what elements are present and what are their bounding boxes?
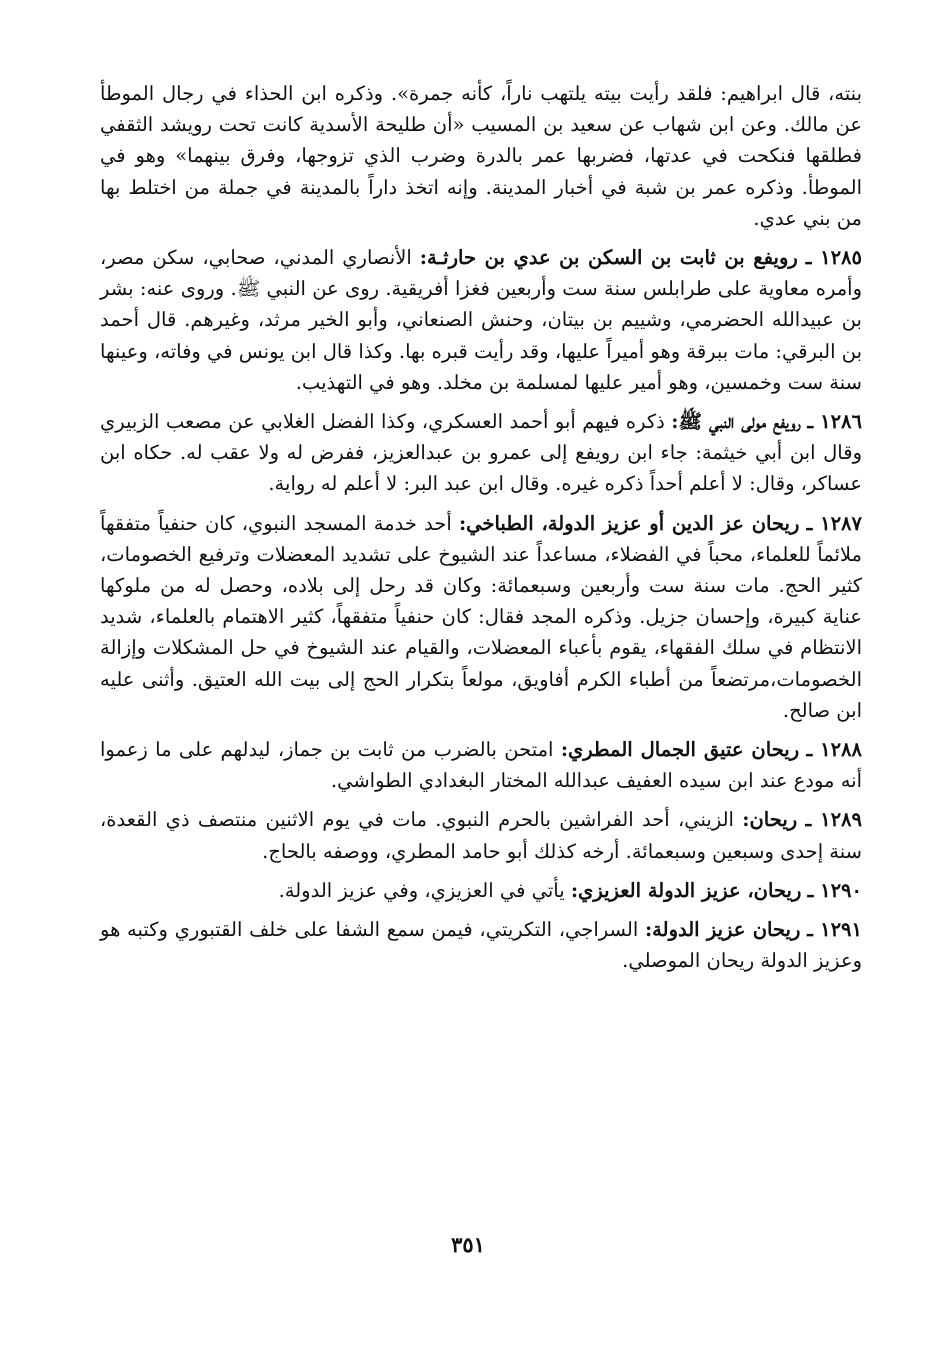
- entry-number: ١٢٨٩ ـ: [805, 808, 862, 832]
- entry-1288: [100, 734, 862, 796]
- entry-number: ١٢٨٥ ـ: [805, 246, 863, 270]
- intro-paragraph: [100, 78, 862, 234]
- entry-heading: ريحان عتيق الجمال المطري:: [560, 738, 800, 762]
- entry-text: الزيني، أحد الفراشين بالحرم النبوي. مات في يوم الاثنين منتصف ذي القعدة، سنة إحدى وسبعين وسبعمائة. أرخه كذلك أبو حامد المطري، ووصفه بالحاج.: [100, 808, 862, 863]
- entry-heading: ريحان عز الدين أو عزيز الدولة، الطباخي:: [458, 511, 800, 535]
- entry-text: أحد خدمة المسجد النبوي، كان حنفياً متفقهاً ملائماً للعلماء، محباً في الفضلاء، مساعداً عند الشيوخ على تشديد المعضلات وترفيع الخصومات، كثير الحج. مات سنة ست وأربعين وسبعمائة: وكان قد رحل إلى بلاده، وحصل له من ملوكها عناية كبيرة، وإحسان جزيل. وذكره المجد فقال: كان حنفياً متفقهاً، كثير الاهتمام بالعلماء، شديد الانتظام في سلك الفقهاء، يقوم بأعباء المعضلات، والقيام عند الشيوخ في حل المشكلات وإزالة الخصومات،مرتضعاً من أطباء الكرم أفاويق، مولعاً بتكرار الحج إلى بيت الله العتيق. وأثنى عليه ابن صالح.: [100, 511, 862, 722]
- entry-text: امتحن بالضرب من ثابت بن جماز، ليدلهم على ما زعموا أنه مودع عند ابن سيده العفيف عبدالله المختار البغدادي الطواشي.: [100, 738, 862, 793]
- entry-heading: رويفع بن ثابت بن السكن بن عدي بن حارثـة:: [419, 246, 798, 270]
- entry-number: ١٢٨٨ ـ: [806, 738, 863, 762]
- entry-text: الأنصاري المدني، صحابي، سكن مصر، وأمره معاوية على طرابلس سنة ست وأربعين فغزا أفريقية. روى عن النبي ﷺ. وروى عنه: بشر بن عبيدالله الحضرمي، وشييم بن بيتان، وحنش الصنعاني، وأبو الخير مرثد، وغيرهم. قال أحمد بن البرقي: مات ببرقة وهو أميراً عليها، وقد رأيت قبره بها. وكذا قال ابن يونس في وفاته، وعينها سنة ست وخمسين، وهو أمير عليها لمسلمة بن مخلد. وهو في التهذيب.: [100, 246, 862, 394]
- entry-number: ١٢٨٦ ـ: [807, 410, 862, 434]
- entry-1291: [100, 914, 862, 976]
- entry-heading: رويفع مولى النبي ﷺ:: [671, 410, 801, 434]
- entry-number: ١٢٩١ ـ: [807, 918, 862, 942]
- entry-text: السراجي، التكريتي، فيمن سمع الشفا على خلف القتبوري وكتبه هو وعزيز الدولة ريحان الموصلي.: [100, 918, 862, 973]
- entry-number: ١٢٨٧ ـ: [806, 511, 862, 535]
- entry-number: ١٢٩٠ ـ: [807, 878, 862, 902]
- page-body: [100, 78, 862, 984]
- entry-text: ذكره فيهم أبو أحمد العسكري، وكذا الفضل الغلابي عن مصعب الزبيري وقال ابن أبي خيثمة: جاء ابن رويفع إلى عمرو بن عبدالعزيز، ففرض له ولا عقب له. حكاه ابن عساكر، وقال: لا أعلم أحداً ذكره غيره. وقال ابن عبد البر: لا أعلم له رواية.: [100, 410, 862, 496]
- page-number: ٣٥١: [451, 1232, 485, 1257]
- entry-1285: [100, 242, 862, 398]
- entry-heading: ريحان، عزيز الدولة العزيزي:: [570, 878, 802, 902]
- entry-1289: [100, 804, 862, 866]
- entry-heading: ريحان:: [742, 808, 798, 832]
- entry-1290: [100, 875, 862, 906]
- entry-text: يأتي في العزيزي، وفي عزيز الدولة.: [278, 878, 565, 902]
- entry-1287: [100, 508, 862, 726]
- entry-heading: ريحان عزيز الدولة:: [644, 918, 801, 942]
- entry-1286: [100, 406, 862, 500]
- intro-text: بنته، قال ابراهيم: فلقد رأيت بيته يلتهب ناراً، كأنه جمرة». وذكره ابن الحذاء في رجال الموطأ عن مالك. وعن ابن شهاب عن سعيد بن المسيب «أن طليحة الأسدية كانت تحت رويشد الثقفي فطلقها فنكحت في عدتها، فضربها عمر بالدرة وضرب الذي تزوجها، وفرق بينهما» وهو في الموطأ. وذكره عمر بن شبة في أخبار المدينة. وإنه اتخذ داراً بالمدينة في جملة من اختلط بها من بني عدي.: [100, 82, 862, 230]
